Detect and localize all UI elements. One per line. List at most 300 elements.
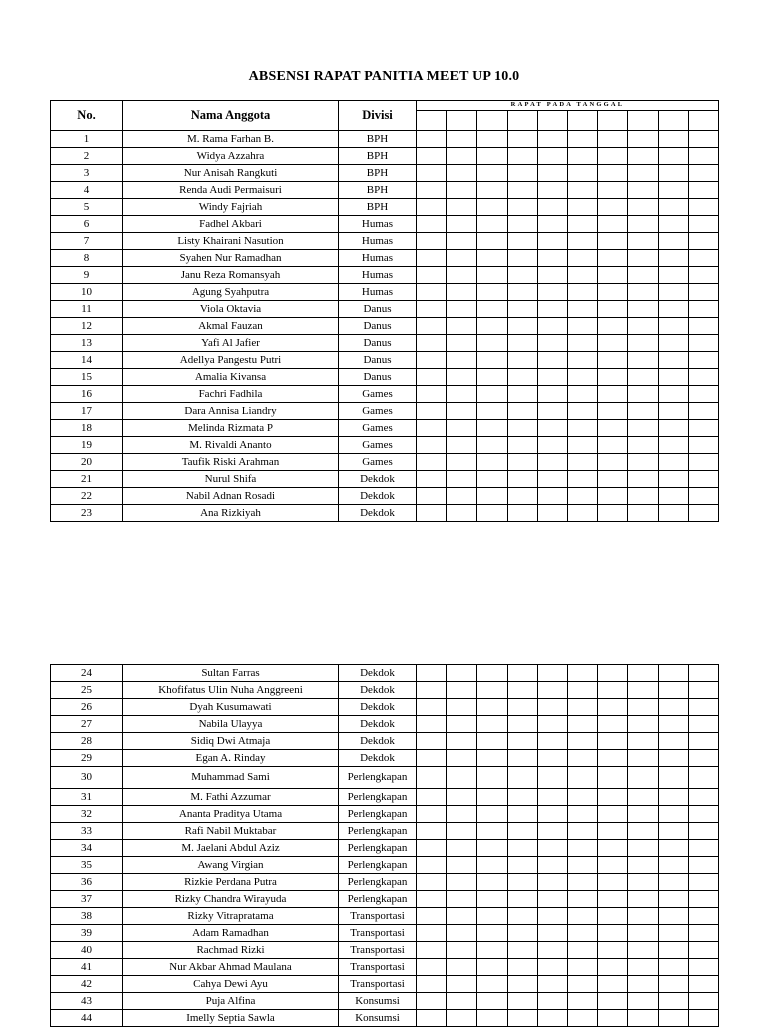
attendance-cell[interactable] xyxy=(507,284,537,301)
attendance-cell[interactable] xyxy=(688,908,718,925)
attendance-cell[interactable] xyxy=(598,806,628,823)
attendance-cell[interactable] xyxy=(537,925,567,942)
attendance-cell[interactable] xyxy=(477,369,507,386)
attendance-cell[interactable] xyxy=(628,942,658,959)
attendance-cell[interactable] xyxy=(688,874,718,891)
attendance-cell[interactable] xyxy=(417,682,447,699)
attendance-cell[interactable] xyxy=(417,840,447,857)
attendance-cell[interactable] xyxy=(537,767,567,789)
attendance-cell[interactable] xyxy=(447,454,477,471)
attendance-cell[interactable] xyxy=(567,488,597,505)
attendance-cell[interactable] xyxy=(658,216,688,233)
attendance-cell[interactable] xyxy=(628,437,658,454)
attendance-cell[interactable] xyxy=(688,454,718,471)
attendance-cell[interactable] xyxy=(658,767,688,789)
attendance-cell[interactable] xyxy=(417,942,447,959)
attendance-cell[interactable] xyxy=(417,716,447,733)
attendance-cell[interactable] xyxy=(567,682,597,699)
attendance-cell[interactable] xyxy=(598,318,628,335)
attendance-cell[interactable] xyxy=(507,959,537,976)
attendance-cell[interactable] xyxy=(537,505,567,522)
attendance-cell[interactable] xyxy=(658,789,688,806)
attendance-cell[interactable] xyxy=(477,471,507,488)
attendance-cell[interactable] xyxy=(658,733,688,750)
attendance-cell[interactable] xyxy=(477,665,507,682)
attendance-cell[interactable] xyxy=(567,789,597,806)
attendance-cell[interactable] xyxy=(477,976,507,993)
attendance-cell[interactable] xyxy=(567,301,597,318)
attendance-cell[interactable] xyxy=(688,733,718,750)
attendance-cell[interactable] xyxy=(537,733,567,750)
attendance-cell[interactable] xyxy=(447,199,477,216)
attendance-cell[interactable] xyxy=(447,403,477,420)
attendance-cell[interactable] xyxy=(417,199,447,216)
attendance-cell[interactable] xyxy=(447,993,477,1010)
attendance-cell[interactable] xyxy=(507,806,537,823)
attendance-cell[interactable] xyxy=(537,267,567,284)
attendance-cell[interactable] xyxy=(507,716,537,733)
attendance-cell[interactable] xyxy=(477,488,507,505)
attendance-cell[interactable] xyxy=(447,369,477,386)
attendance-cell[interactable] xyxy=(537,891,567,908)
attendance-cell[interactable] xyxy=(447,233,477,250)
attendance-cell[interactable] xyxy=(628,976,658,993)
attendance-cell[interactable] xyxy=(688,505,718,522)
attendance-cell[interactable] xyxy=(598,789,628,806)
attendance-cell[interactable] xyxy=(628,420,658,437)
attendance-cell[interactable] xyxy=(628,840,658,857)
attendance-cell[interactable] xyxy=(447,665,477,682)
attendance-cell[interactable] xyxy=(598,733,628,750)
attendance-cell[interactable] xyxy=(567,267,597,284)
attendance-cell[interactable] xyxy=(628,403,658,420)
attendance-cell[interactable] xyxy=(688,199,718,216)
attendance-cell[interactable] xyxy=(477,199,507,216)
attendance-cell[interactable] xyxy=(628,335,658,352)
date-column-header[interactable] xyxy=(658,111,688,131)
attendance-cell[interactable] xyxy=(658,454,688,471)
attendance-cell[interactable] xyxy=(537,148,567,165)
attendance-cell[interactable] xyxy=(447,823,477,840)
attendance-cell[interactable] xyxy=(417,131,447,148)
attendance-cell[interactable] xyxy=(688,386,718,403)
attendance-cell[interactable] xyxy=(567,806,597,823)
attendance-cell[interactable] xyxy=(658,437,688,454)
attendance-cell[interactable] xyxy=(537,454,567,471)
attendance-cell[interactable] xyxy=(477,335,507,352)
attendance-cell[interactable] xyxy=(658,840,688,857)
attendance-cell[interactable] xyxy=(688,767,718,789)
attendance-cell[interactable] xyxy=(598,454,628,471)
attendance-cell[interactable] xyxy=(417,857,447,874)
attendance-cell[interactable] xyxy=(567,386,597,403)
attendance-cell[interactable] xyxy=(658,386,688,403)
attendance-cell[interactable] xyxy=(658,335,688,352)
attendance-cell[interactable] xyxy=(447,420,477,437)
attendance-cell[interactable] xyxy=(598,750,628,767)
attendance-cell[interactable] xyxy=(688,840,718,857)
date-column-header[interactable] xyxy=(567,111,597,131)
attendance-cell[interactable] xyxy=(477,959,507,976)
attendance-cell[interactable] xyxy=(417,301,447,318)
attendance-cell[interactable] xyxy=(477,733,507,750)
attendance-cell[interactable] xyxy=(567,908,597,925)
attendance-cell[interactable] xyxy=(598,369,628,386)
attendance-cell[interactable] xyxy=(447,750,477,767)
attendance-cell[interactable] xyxy=(628,454,658,471)
attendance-cell[interactable] xyxy=(507,267,537,284)
attendance-cell[interactable] xyxy=(567,182,597,199)
attendance-cell[interactable] xyxy=(507,891,537,908)
attendance-cell[interactable] xyxy=(507,199,537,216)
attendance-cell[interactable] xyxy=(688,437,718,454)
attendance-cell[interactable] xyxy=(598,993,628,1010)
attendance-cell[interactable] xyxy=(658,369,688,386)
attendance-cell[interactable] xyxy=(658,857,688,874)
attendance-cell[interactable] xyxy=(537,233,567,250)
attendance-cell[interactable] xyxy=(567,942,597,959)
date-column-header[interactable] xyxy=(447,111,477,131)
attendance-cell[interactable] xyxy=(417,789,447,806)
attendance-cell[interactable] xyxy=(417,454,447,471)
attendance-cell[interactable] xyxy=(598,505,628,522)
attendance-cell[interactable] xyxy=(688,750,718,767)
attendance-cell[interactable] xyxy=(507,908,537,925)
attendance-cell[interactable] xyxy=(447,857,477,874)
attendance-cell[interactable] xyxy=(598,488,628,505)
attendance-cell[interactable] xyxy=(477,284,507,301)
attendance-cell[interactable] xyxy=(567,716,597,733)
attendance-cell[interactable] xyxy=(628,682,658,699)
attendance-cell[interactable] xyxy=(658,823,688,840)
attendance-cell[interactable] xyxy=(447,925,477,942)
attendance-cell[interactable] xyxy=(598,682,628,699)
attendance-cell[interactable] xyxy=(628,131,658,148)
attendance-cell[interactable] xyxy=(598,352,628,369)
attendance-cell[interactable] xyxy=(537,857,567,874)
attendance-cell[interactable] xyxy=(447,352,477,369)
attendance-cell[interactable] xyxy=(417,386,447,403)
attendance-cell[interactable] xyxy=(507,471,537,488)
attendance-cell[interactable] xyxy=(688,471,718,488)
attendance-cell[interactable] xyxy=(567,925,597,942)
attendance-cell[interactable] xyxy=(477,840,507,857)
attendance-cell[interactable] xyxy=(628,959,658,976)
attendance-cell[interactable] xyxy=(688,369,718,386)
attendance-cell[interactable] xyxy=(688,131,718,148)
attendance-cell[interactable] xyxy=(537,682,567,699)
attendance-cell[interactable] xyxy=(688,318,718,335)
attendance-cell[interactable] xyxy=(598,267,628,284)
attendance-cell[interactable] xyxy=(598,386,628,403)
attendance-cell[interactable] xyxy=(567,233,597,250)
attendance-cell[interactable] xyxy=(507,352,537,369)
attendance-cell[interactable] xyxy=(417,874,447,891)
attendance-cell[interactable] xyxy=(507,250,537,267)
attendance-cell[interactable] xyxy=(658,959,688,976)
attendance-cell[interactable] xyxy=(447,505,477,522)
attendance-cell[interactable] xyxy=(658,352,688,369)
attendance-cell[interactable] xyxy=(688,301,718,318)
attendance-cell[interactable] xyxy=(477,874,507,891)
date-column-header[interactable] xyxy=(598,111,628,131)
attendance-cell[interactable] xyxy=(417,403,447,420)
attendance-cell[interactable] xyxy=(417,182,447,199)
attendance-cell[interactable] xyxy=(628,267,658,284)
attendance-cell[interactable] xyxy=(658,806,688,823)
attendance-cell[interactable] xyxy=(688,806,718,823)
attendance-cell[interactable] xyxy=(537,335,567,352)
attendance-cell[interactable] xyxy=(598,857,628,874)
attendance-cell[interactable] xyxy=(628,233,658,250)
attendance-cell[interactable] xyxy=(598,182,628,199)
attendance-cell[interactable] xyxy=(477,716,507,733)
attendance-cell[interactable] xyxy=(567,891,597,908)
attendance-cell[interactable] xyxy=(658,403,688,420)
attendance-cell[interactable] xyxy=(688,925,718,942)
attendance-cell[interactable] xyxy=(477,806,507,823)
attendance-cell[interactable] xyxy=(477,301,507,318)
attendance-cell[interactable] xyxy=(567,454,597,471)
attendance-cell[interactable] xyxy=(447,891,477,908)
attendance-cell[interactable] xyxy=(417,806,447,823)
attendance-cell[interactable] xyxy=(658,976,688,993)
attendance-cell[interactable] xyxy=(447,250,477,267)
attendance-cell[interactable] xyxy=(537,806,567,823)
attendance-cell[interactable] xyxy=(537,131,567,148)
attendance-cell[interactable] xyxy=(417,284,447,301)
attendance-cell[interactable] xyxy=(477,233,507,250)
attendance-cell[interactable] xyxy=(477,386,507,403)
attendance-cell[interactable] xyxy=(507,789,537,806)
attendance-cell[interactable] xyxy=(507,767,537,789)
attendance-cell[interactable] xyxy=(567,131,597,148)
attendance-cell[interactable] xyxy=(688,420,718,437)
attendance-cell[interactable] xyxy=(567,840,597,857)
attendance-cell[interactable] xyxy=(688,267,718,284)
attendance-cell[interactable] xyxy=(628,199,658,216)
attendance-cell[interactable] xyxy=(477,891,507,908)
attendance-cell[interactable] xyxy=(507,165,537,182)
attendance-cell[interactable] xyxy=(537,942,567,959)
attendance-cell[interactable] xyxy=(537,403,567,420)
attendance-cell[interactable] xyxy=(417,335,447,352)
attendance-cell[interactable] xyxy=(447,267,477,284)
attendance-cell[interactable] xyxy=(537,789,567,806)
attendance-cell[interactable] xyxy=(628,301,658,318)
attendance-cell[interactable] xyxy=(447,874,477,891)
attendance-cell[interactable] xyxy=(417,165,447,182)
attendance-cell[interactable] xyxy=(447,699,477,716)
attendance-cell[interactable] xyxy=(507,925,537,942)
attendance-cell[interactable] xyxy=(477,767,507,789)
attendance-cell[interactable] xyxy=(417,750,447,767)
attendance-cell[interactable] xyxy=(567,993,597,1010)
attendance-cell[interactable] xyxy=(537,386,567,403)
attendance-cell[interactable] xyxy=(417,250,447,267)
attendance-cell[interactable] xyxy=(598,976,628,993)
attendance-cell[interactable] xyxy=(688,716,718,733)
attendance-cell[interactable] xyxy=(477,318,507,335)
attendance-cell[interactable] xyxy=(447,806,477,823)
attendance-cell[interactable] xyxy=(507,301,537,318)
attendance-cell[interactable] xyxy=(417,318,447,335)
attendance-cell[interactable] xyxy=(477,267,507,284)
attendance-cell[interactable] xyxy=(417,488,447,505)
date-column-header[interactable] xyxy=(688,111,718,131)
attendance-cell[interactable] xyxy=(598,891,628,908)
date-column-header[interactable] xyxy=(537,111,567,131)
attendance-cell[interactable] xyxy=(688,891,718,908)
attendance-cell[interactable] xyxy=(567,767,597,789)
attendance-cell[interactable] xyxy=(537,301,567,318)
attendance-cell[interactable] xyxy=(567,420,597,437)
attendance-cell[interactable] xyxy=(417,993,447,1010)
attendance-cell[interactable] xyxy=(507,437,537,454)
attendance-cell[interactable] xyxy=(658,665,688,682)
attendance-cell[interactable] xyxy=(628,767,658,789)
attendance-cell[interactable] xyxy=(477,857,507,874)
attendance-cell[interactable] xyxy=(507,216,537,233)
attendance-cell[interactable] xyxy=(598,335,628,352)
attendance-cell[interactable] xyxy=(658,182,688,199)
attendance-cell[interactable] xyxy=(628,665,658,682)
attendance-cell[interactable] xyxy=(417,437,447,454)
attendance-cell[interactable] xyxy=(507,823,537,840)
attendance-cell[interactable] xyxy=(537,976,567,993)
attendance-cell[interactable] xyxy=(537,840,567,857)
attendance-cell[interactable] xyxy=(598,665,628,682)
attendance-cell[interactable] xyxy=(598,250,628,267)
attendance-cell[interactable] xyxy=(688,250,718,267)
attendance-cell[interactable] xyxy=(658,165,688,182)
attendance-cell[interactable] xyxy=(537,488,567,505)
attendance-cell[interactable] xyxy=(598,767,628,789)
attendance-cell[interactable] xyxy=(688,216,718,233)
attendance-cell[interactable] xyxy=(537,420,567,437)
attendance-cell[interactable] xyxy=(507,942,537,959)
attendance-cell[interactable] xyxy=(537,284,567,301)
attendance-cell[interactable] xyxy=(477,823,507,840)
attendance-cell[interactable] xyxy=(598,216,628,233)
attendance-cell[interactable] xyxy=(477,454,507,471)
attendance-cell[interactable] xyxy=(417,216,447,233)
attendance-cell[interactable] xyxy=(688,993,718,1010)
attendance-cell[interactable] xyxy=(417,148,447,165)
attendance-cell[interactable] xyxy=(688,182,718,199)
attendance-cell[interactable] xyxy=(477,789,507,806)
attendance-cell[interactable] xyxy=(447,335,477,352)
attendance-cell[interactable] xyxy=(447,182,477,199)
attendance-cell[interactable] xyxy=(567,471,597,488)
attendance-cell[interactable] xyxy=(688,823,718,840)
attendance-cell[interactable] xyxy=(688,665,718,682)
attendance-cell[interactable] xyxy=(477,437,507,454)
attendance-cell[interactable] xyxy=(477,942,507,959)
attendance-cell[interactable] xyxy=(567,284,597,301)
attendance-cell[interactable] xyxy=(537,750,567,767)
attendance-cell[interactable] xyxy=(447,959,477,976)
attendance-cell[interactable] xyxy=(628,908,658,925)
attendance-cell[interactable] xyxy=(417,767,447,789)
date-column-header[interactable] xyxy=(477,111,507,131)
attendance-cell[interactable] xyxy=(658,199,688,216)
attendance-cell[interactable] xyxy=(567,750,597,767)
attendance-cell[interactable] xyxy=(507,369,537,386)
attendance-cell[interactable] xyxy=(628,471,658,488)
attendance-cell[interactable] xyxy=(537,369,567,386)
attendance-cell[interactable] xyxy=(598,301,628,318)
attendance-cell[interactable] xyxy=(658,874,688,891)
attendance-cell[interactable] xyxy=(598,420,628,437)
attendance-cell[interactable] xyxy=(447,942,477,959)
attendance-cell[interactable] xyxy=(537,823,567,840)
attendance-cell[interactable] xyxy=(537,437,567,454)
attendance-cell[interactable] xyxy=(507,131,537,148)
attendance-cell[interactable] xyxy=(417,369,447,386)
attendance-cell[interactable] xyxy=(688,284,718,301)
attendance-cell[interactable] xyxy=(447,840,477,857)
attendance-cell[interactable] xyxy=(447,386,477,403)
attendance-cell[interactable] xyxy=(537,665,567,682)
attendance-cell[interactable] xyxy=(598,925,628,942)
attendance-cell[interactable] xyxy=(477,250,507,267)
attendance-cell[interactable] xyxy=(447,488,477,505)
attendance-cell[interactable] xyxy=(628,216,658,233)
attendance-cell[interactable] xyxy=(417,733,447,750)
attendance-cell[interactable] xyxy=(537,250,567,267)
attendance-cell[interactable] xyxy=(688,976,718,993)
attendance-cell[interactable] xyxy=(628,716,658,733)
attendance-cell[interactable] xyxy=(688,165,718,182)
attendance-cell[interactable] xyxy=(658,750,688,767)
attendance-cell[interactable] xyxy=(417,505,447,522)
attendance-cell[interactable] xyxy=(628,505,658,522)
attendance-cell[interactable] xyxy=(417,352,447,369)
attendance-cell[interactable] xyxy=(477,131,507,148)
attendance-cell[interactable] xyxy=(567,505,597,522)
attendance-cell[interactable] xyxy=(417,976,447,993)
attendance-cell[interactable] xyxy=(537,908,567,925)
attendance-cell[interactable] xyxy=(628,318,658,335)
attendance-cell[interactable] xyxy=(477,908,507,925)
attendance-cell[interactable] xyxy=(507,233,537,250)
attendance-cell[interactable] xyxy=(628,750,658,767)
attendance-cell[interactable] xyxy=(628,925,658,942)
attendance-cell[interactable] xyxy=(537,352,567,369)
attendance-cell[interactable] xyxy=(417,233,447,250)
attendance-cell[interactable] xyxy=(447,682,477,699)
attendance-cell[interactable] xyxy=(567,403,597,420)
attendance-cell[interactable] xyxy=(628,488,658,505)
attendance-cell[interactable] xyxy=(567,199,597,216)
attendance-cell[interactable] xyxy=(598,233,628,250)
attendance-cell[interactable] xyxy=(658,318,688,335)
attendance-cell[interactable] xyxy=(507,420,537,437)
attendance-cell[interactable] xyxy=(658,233,688,250)
attendance-cell[interactable] xyxy=(537,471,567,488)
attendance-cell[interactable] xyxy=(567,823,597,840)
attendance-cell[interactable] xyxy=(628,369,658,386)
attendance-cell[interactable] xyxy=(447,471,477,488)
attendance-cell[interactable] xyxy=(507,976,537,993)
attendance-cell[interactable] xyxy=(628,182,658,199)
attendance-cell[interactable] xyxy=(688,148,718,165)
attendance-cell[interactable] xyxy=(417,699,447,716)
attendance-cell[interactable] xyxy=(567,665,597,682)
attendance-cell[interactable] xyxy=(567,733,597,750)
attendance-cell[interactable] xyxy=(447,318,477,335)
